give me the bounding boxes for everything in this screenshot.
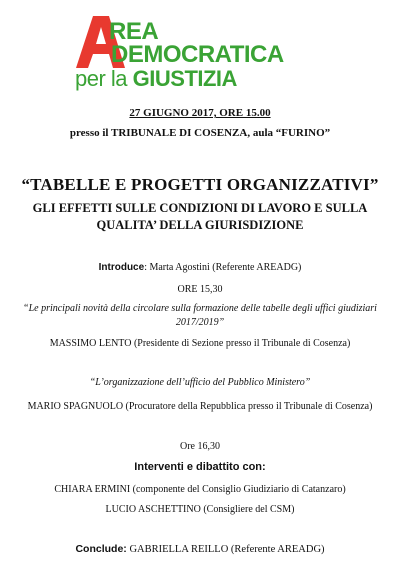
time-slot-1: ORE 15,30 bbox=[177, 284, 223, 295]
speaker-3: CHIARA ERMINI (componente del Consiglio Giudiziario di Catanzaro) bbox=[54, 484, 346, 495]
event-title: “TABELLE E PROGETTI ORGANIZZATIVI” bbox=[21, 175, 379, 194]
logo-line-giustizia bbox=[75, 66, 237, 92]
conclude-label: Conclude: bbox=[75, 543, 127, 555]
conclusion bbox=[0, 543, 400, 555]
conclude-text: GABRIELLA REILLO (Referente AREADG) bbox=[126, 544, 325, 555]
logo-line-area: REA bbox=[109, 18, 159, 45]
event-place: presso il TRIBUNALE DI COSENZA, aula “FURINO” bbox=[69, 127, 331, 139]
intro-text: : Marta Agostini (Referente AREADG) bbox=[144, 262, 302, 273]
interventions-heading: Interventi e dibattito con: bbox=[134, 461, 266, 473]
subtitle-line-1: GLI EFFETTI SULLE CONDIZIONI DI LAVORO E SULLA bbox=[32, 201, 368, 215]
logo-per-la: per la bbox=[75, 66, 133, 91]
talk-title-1-line-1: “Le principali novità della circolare sulla formazione delle tabelle degli uffici giudiziari bbox=[23, 303, 377, 314]
intro-label: Introduce bbox=[98, 262, 145, 273]
subtitle-line-2: QUALITA’ DELLA GIURISDIZIONE bbox=[96, 218, 304, 232]
logo-giustizia: GIUSTIZIA bbox=[132, 66, 237, 91]
event-subtitle bbox=[0, 200, 400, 234]
event-date: 27 GIUGNO 2017, ORE 15.00 bbox=[129, 107, 271, 119]
introduction bbox=[0, 262, 400, 273]
talk-title-2: “L’organizzazione dell’ufficio del Pubblico Ministero” bbox=[89, 377, 311, 388]
talk-title-1 bbox=[0, 302, 400, 330]
speaker-2: MARIO SPAGNUOLO (Procuratore della Repubblica presso il Tribunale di Cosenza) bbox=[27, 401, 373, 412]
logo-line-democratica: DEMOCRATICA bbox=[111, 41, 284, 68]
talk-title-1-line-2: 2017/2019” bbox=[175, 317, 225, 328]
speaker-1: MASSIMO LENTO (Presidente di Sezione presso il Tribunale di Cosenza) bbox=[49, 338, 351, 349]
time-slot-2: Ore 16,30 bbox=[180, 441, 220, 452]
speaker-4: LUCIO ASCHETTINO (Consigliere del CSM) bbox=[105, 504, 295, 515]
areadg-logo bbox=[73, 14, 333, 92]
